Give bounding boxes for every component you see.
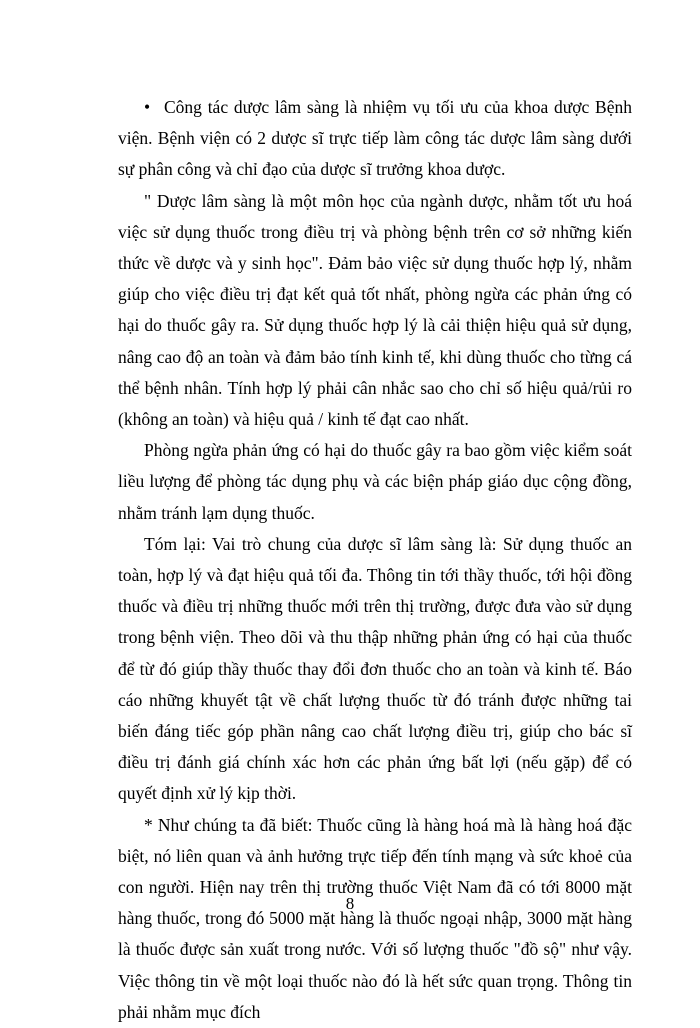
paragraph-clinical-pharmacy-definition: " Dược lâm sàng là một môn học của ngành dược, nhằm tốt ưu hoá việc sử dụng thuốc trong điều trị và phòng bệnh trên cơ sở những kiến thức về dược và y sinh học". Đảm bảo việc sử dụng thuốc hợp lý, nhằm giúp cho việc điều trị đạt kết quả tốt nhất, phòng ngừa các phản ứng có hại do thuốc gây ra. Sử dụng thuốc hợp lý là cải thiện hiệu quả sử dụng, nâng cao độ an toàn và đảm bảo tính kinh tế, khi dùng thuốc cho từng cá thể bệnh nhân. Tính hợp lý phải cân nhắc sao cho chỉ số hiệu quả/rủi ro (không an toàn) và hiệu quả / kinh tế đạt cao nhất.	[118, 190, 632, 430]
paragraph-summary-role: Tóm lại: Vai trò chung của dược sĩ lâm sàng là: Sử dụng thuốc an toàn, hợp lý và đạt hiệu quả tối đa. Thông tin tới thầy thuốc, tới hội đồng thuốc và điều trị những thuốc mới trên thị trường, được đưa vào sử dụng trong bệnh viện. Theo dõi và thu thập những phản ứng có hại của thuốc để từ đó giúp thầy thuốc thay đổi đơn thuốc cho an toàn và kinh tế. Báo cáo những khuyết tật về chất lượng thuốc từ đó tránh được những tai biến đáng tiếc góp phần nâng cao chất lượng điều trị, giúp cho bác sĩ điều trị đánh giá chính xác hơn các phản ứng bất lợi (nếu gặp) để có quyết định xử lý kịp thời.	[118, 533, 632, 804]
paragraph-adverse-reaction-prevention: Phòng ngừa phản ứng có hại do thuốc gây ra bao gồm việc kiểm soát liều lượng để phòng tác dụng phụ và các biện pháp giáo dục cộng đồng, nhằm tránh lạm dụng thuốc.	[118, 440, 632, 523]
paragraph-drug-information: * Như chúng ta đã biết: Thuốc cũng là hàng hoá mà là hàng hoá đặc biệt, nó liên quan và ảnh hưởng trực tiếp đến tính mạng và sức khoẻ của con người. Hiện nay trên thị trường thuốc Việt Nam đã có tới 8000 mặt hàng thuốc, trong đó 5000 mặt hàng là thuốc ngoại nhập, 3000 mặt hàng là thuốc được sản xuất trong nước. Với số lượng thuốc "đồ sộ" như vậy. Việc thông tin về một loại thuốc nào đó là hết sức quan trọng. Thông tin phải nhằm mục đích	[118, 814, 632, 1022]
document-body	[118, 92, 632, 1028]
paragraph-clinical-pharmacy-task	[118, 92, 632, 186]
paragraph-text: Công tác dược lâm sàng là nhiệm vụ tối ưu của khoa dược Bệnh viện. Bệnh viện có 2 dược sĩ trực tiếp làm công tác dược lâm sàng dưới sự phân công và chỉ đạo của dược sĩ trưởng khoa dược.	[118, 97, 632, 180]
bullet-icon: •	[144, 97, 151, 117]
page-number: 8	[345, 894, 355, 913]
